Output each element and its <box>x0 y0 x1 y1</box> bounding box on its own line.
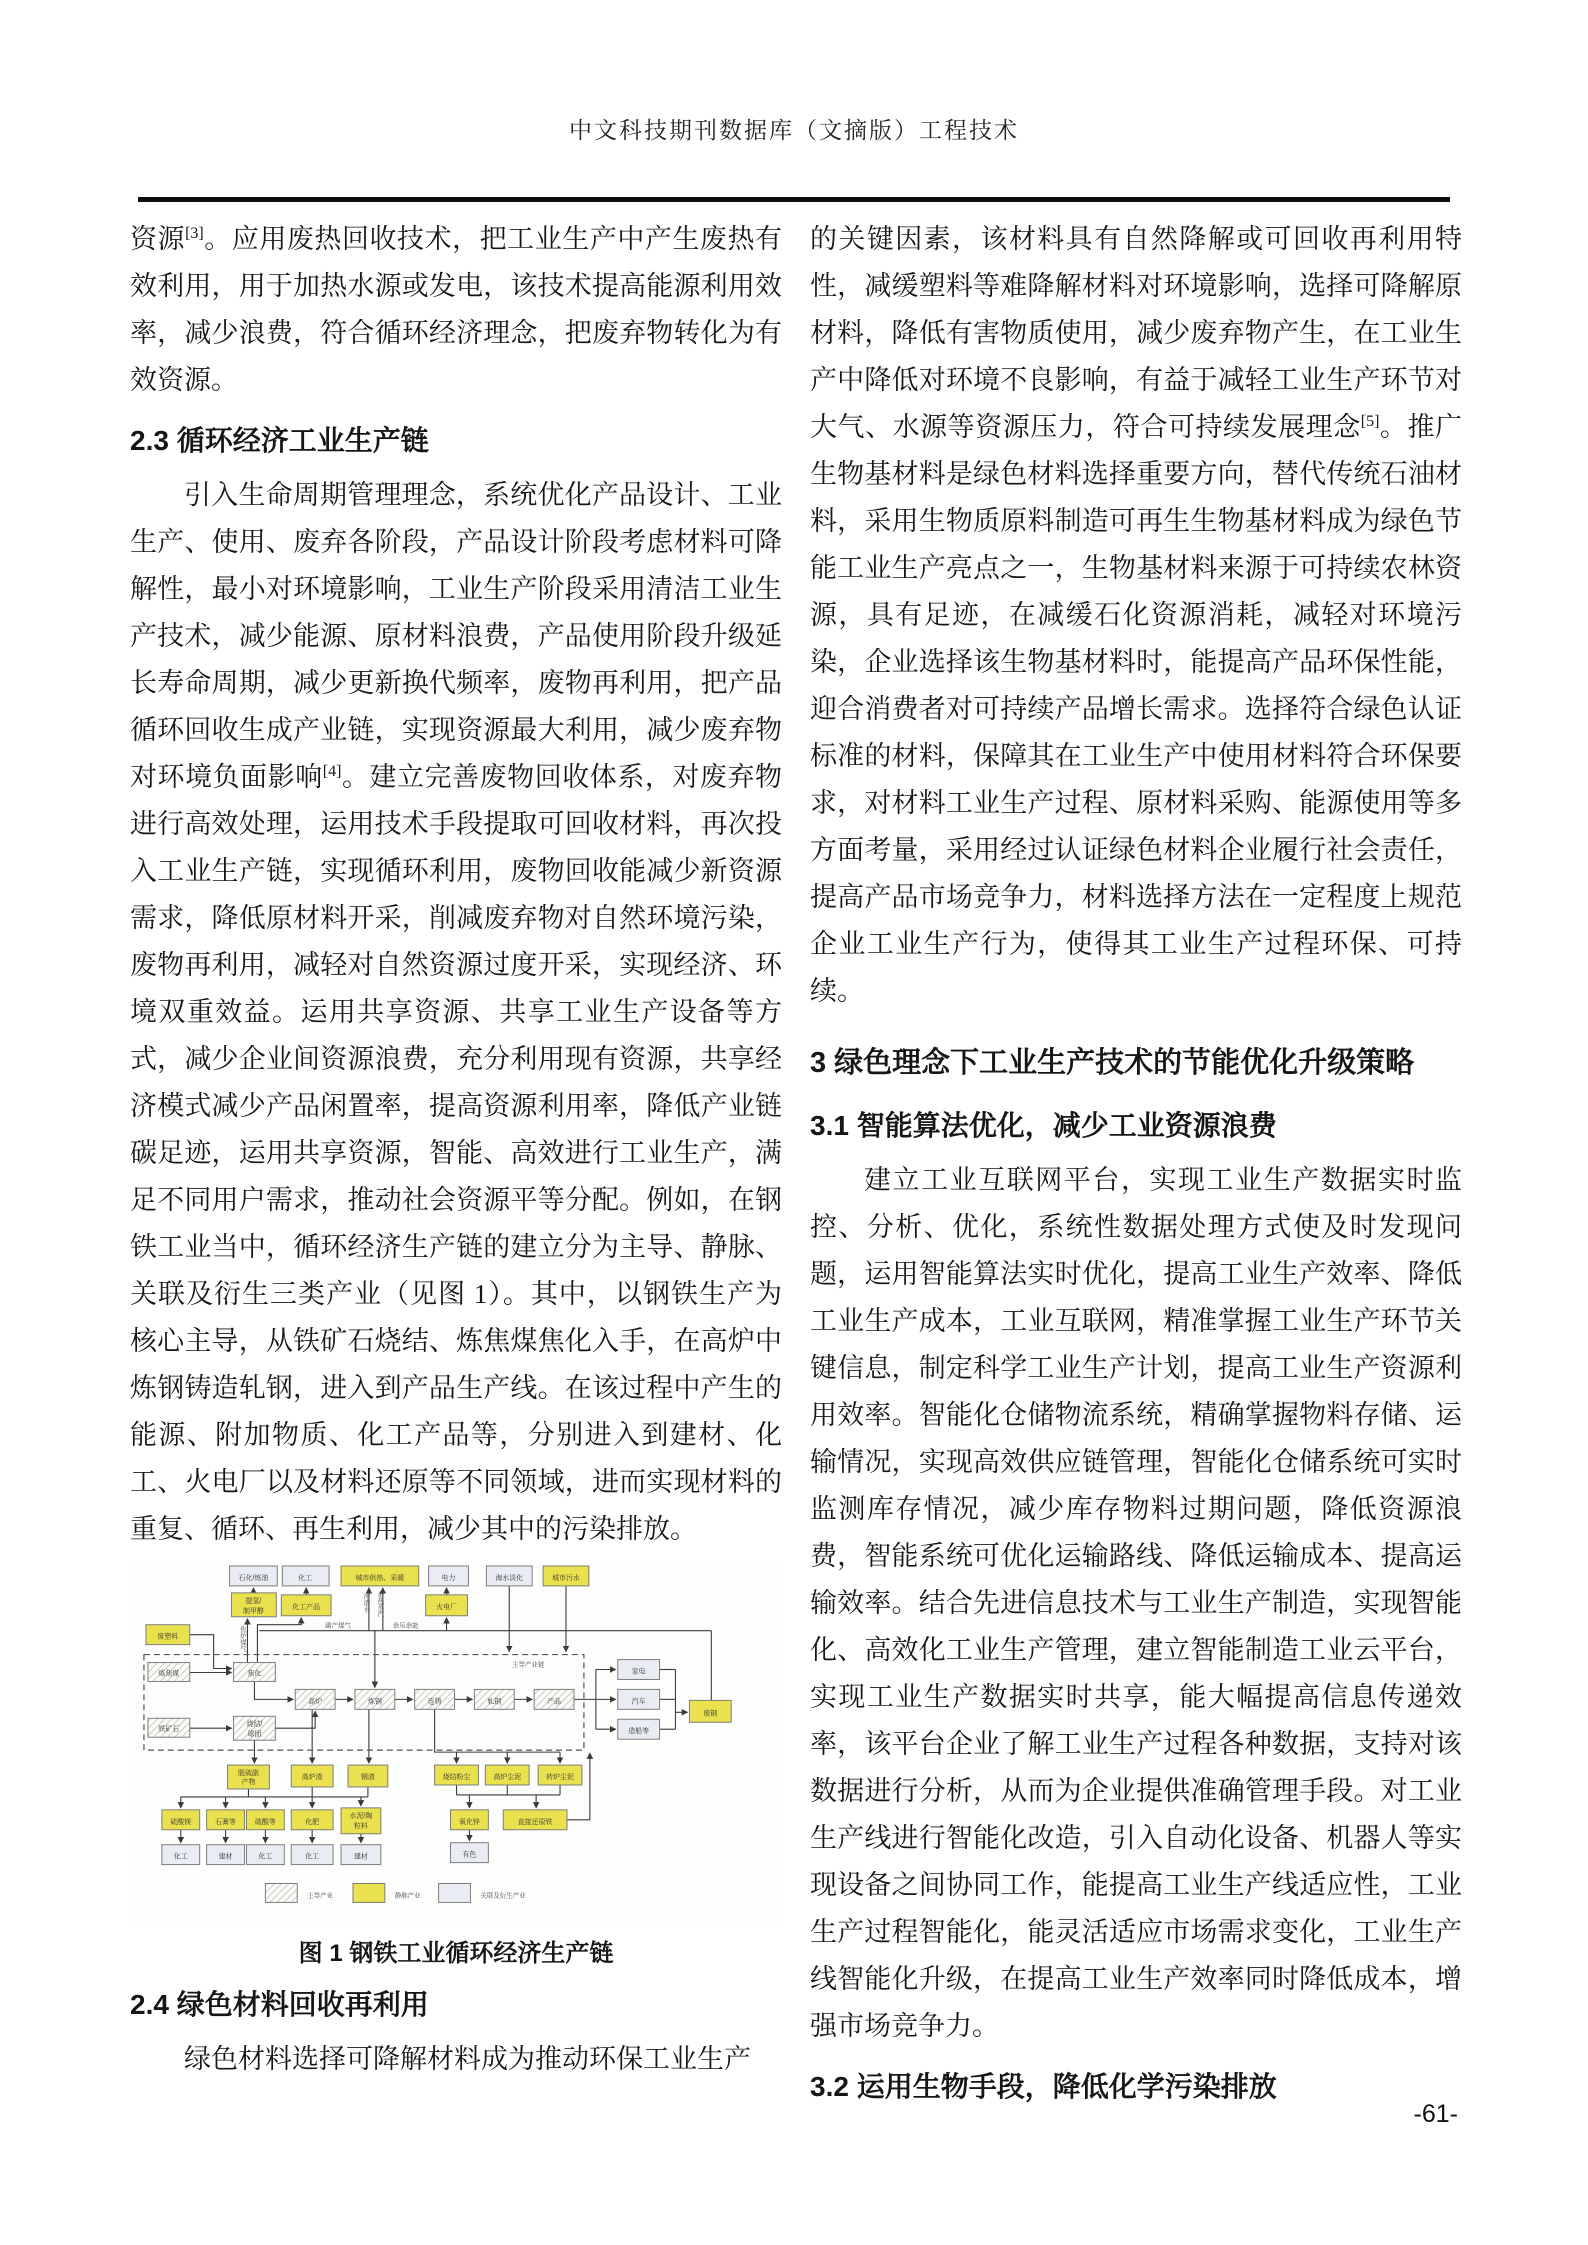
node-continuous-casting <box>415 1689 455 1709</box>
citation-4: [4] <box>322 763 342 780</box>
node-cement-ceramsite <box>341 1808 381 1834</box>
legend-venous-label: 静脉产业 <box>394 1892 421 1900</box>
node-sector-building-1 <box>207 1845 245 1865</box>
node-product <box>534 1689 574 1709</box>
heading-2-3: 2.3 循环经济工业生产链 <box>130 425 429 456</box>
cement-box <box>341 1808 381 1834</box>
node-iron-ore <box>148 1718 190 1737</box>
left-column <box>130 216 782 2118</box>
r1-text-b: 。推广生物基材料是绿色材料选择重要方向，替代传统石油材料，采用生物质原料制造可再生生物基材料成为绿色节能工业生产亮点之一，生物基材料来源于可持续农林资源，具有足迹，在减缓石化资源消耗，减轻对环境污染，企业选择该生物基材料时，能提高产品环保性能，迎合消费者对可持续产品增长需求。选择符合绿色认证标准的材料，保障其在工业生产中使用材料符合环保要求，对材料工业生产过程、原材料采购、能源使用等多方面考量，采用经过认证绿色材料企业履行社会责任，提高产品市场竞争力，材料选择方法在一定程度上规范企业工业生产行为，使得其工业生产过程环保、可持续。 <box>810 412 1463 1006</box>
node-sector-chemical-1 <box>162 1845 200 1865</box>
p1-text: 资源 <box>130 224 186 254</box>
r1-text-a: 的关键因素，该材料具有自然降解或可回收再利用特性，减缓塑料等难降解材料对环境影响，选择可降解原材料，降低有害物质使用，减少废弃物产生，在工业生产中降低对环境不良影响，有益于减轻工业生产环节对大气、水源等资源压力，符合可持续发展理念 <box>810 224 1462 442</box>
heating-label: 城市供热、采暖 <box>355 1574 405 1582</box>
node-sinter-dust <box>435 1765 479 1785</box>
slag-water-label: 冲渣水 <box>362 1592 370 1613</box>
heading-3-2: 3.2 运用生物手段，降低化学污染排放 <box>810 2071 1277 2102</box>
sinter-dust-label: 烧结粉尘 <box>442 1773 471 1781</box>
node-city-heating <box>341 1566 419 1586</box>
mgso4-label: 硫酸镁 <box>170 1818 192 1826</box>
page-number: -61- <box>1413 2100 1458 2128</box>
node-sulfuric-acid <box>246 1810 284 1830</box>
node-automobiles <box>618 1689 660 1709</box>
node-urban-sewage <box>543 1566 589 1586</box>
heading-2-4: 2.4 绿色材料回收再利用 <box>130 1989 429 2021</box>
node-sector-chemical-2 <box>246 1845 284 1865</box>
citation-5: [5] <box>1360 413 1380 430</box>
desulf-label-1: 脱硫副 <box>238 1770 259 1778</box>
coke-oven-gas-label: 焦炉煤气 <box>238 1625 246 1652</box>
citation-3: [3] <box>185 225 204 242</box>
node-waste-plastic <box>146 1625 190 1645</box>
node-sintering-pelletizing <box>234 1716 276 1740</box>
gypsum-label: 石膏等 <box>215 1818 237 1826</box>
node-chemical-industry <box>282 1566 329 1586</box>
node-converter-dust <box>538 1765 582 1785</box>
byproduct-gas-label: 副产煤气 <box>325 1622 351 1630</box>
hydrogen-label-2: 制甲醇 <box>243 1607 264 1615</box>
node-seawater-desalination <box>486 1566 532 1586</box>
sewage-label: 城市污水 <box>552 1574 580 1582</box>
desulf-label-2: 产物 <box>241 1778 256 1786</box>
node-fertilizer <box>291 1810 333 1830</box>
node-zinc-oxide <box>451 1810 489 1830</box>
node-sector-building-2 <box>341 1845 381 1865</box>
paragraph-smart-algorithm: 建立工业互联网平台，实现工业生产数据实时监控、分析、优化，系统性数据处理方式使及时发现问题，运用智能算法实时优化，提高工业生产效率、降低工业生产成本，工业互联网，精准掌握工业生产环节关键信息，制定科学工业生产计划，提高工业生产资源利用效率。智能化仓储物流系统，精确掌握物料存储、运输情况，实现高效供应链管理，智能化仓储系统可实时监测库存情况，减少库存物料过期问题，降低资源浪费，智能系统可优化运输路线、降低运输成本、提高运输效率。结合先进信息技术与工业生产制造，实现智能化、高效化工业生产管理，建立智能制造工业云平台，实现工业生产数据实时共享，能大幅提高信息传递效率，该平台企业了解工业生产过程各种数据，支持对该数据进行分析，从而为企业提供准确管理手段。对工业生产线进行智能化改造，引入自动化设备、机器人等实现设备之间协同工作，能提高工业生产线适应性，工业生产过程智能化，能灵活适应市场需求变化，工业生产线智能化升级，在提高工业生产效率同时降低成本，增强市场竞争力。 <box>810 1165 1462 2041</box>
waste-steam-label: 余热蒸汽 <box>376 1590 384 1617</box>
casting-label: 连铸 <box>427 1698 442 1706</box>
scrap-label: 废钢 <box>703 1710 718 1718</box>
node-desulfurization-byproduct <box>228 1765 270 1789</box>
figure-legend <box>265 1884 526 1903</box>
node-blast-furnace-dust <box>485 1765 529 1785</box>
ship-label: 造船等 <box>628 1728 650 1736</box>
steel-slag-label: 钢渣 <box>360 1773 375 1781</box>
blast-label: 高炉 <box>308 1698 323 1706</box>
paragraph-lifecycle <box>130 472 782 1553</box>
node-magnesium-sulfate <box>162 1810 200 1830</box>
petro-label: 石化/炼油 <box>238 1574 269 1582</box>
paragraph-green-materials-start: 绿色材料选择可降解材料成为推动环保工业生产 <box>184 2044 751 2075</box>
node-scrap-steel <box>689 1700 731 1722</box>
paragraph-waste-heat <box>130 216 782 404</box>
node-shipbuilding <box>618 1719 660 1739</box>
sec-build1-label: 建材 <box>218 1853 233 1861</box>
p2-text-b: 。建立完善废物回收体系，对废弃物进行高效处理，运用技术手段提取可回收材料，再次投入工业生产链，实现循环利用，废物回收能减少新资源需求，降低原材料开采，削减废弃物对自然环境污染，废物再利用，减轻对自然资源过度开采，实现经济、环境双重效益。运用共享资源、共享工业生产设备等方式，减少企业间资源浪费，充分利用现有资源，共享经济模式减少产品闲置率，提高资源利用率，降低产业链碳足迹，运用共享资源，智能、高效进行工业生产，满足不同用户需求，推动社会资源平等分配。例如，在钢铁工业当中，循环经济生产链的建立分为主导、静脉、关联及衍生三类产业（见图 1）。其中，以钢铁生产为核心主导，从铁矿石烧结、炼焦煤焦化入手，在高炉中炼钢铸造轧钢，进入到产品生产线。在该过程中产生的能源、附加物质、化工产品等，分别进入到建材、化工、火电厂以及材料还原等不同领域，进而实现材料的重复、循环、再生利用，减少其中的污染排放。 <box>130 762 783 1544</box>
sec-chem2-label: 化工 <box>258 1853 273 1861</box>
node-hydrogen-methanol <box>232 1593 277 1617</box>
sinter-label-2: 球团 <box>247 1731 262 1739</box>
node-sector-chemical-3 <box>291 1845 333 1865</box>
coking-coal-label: 炼焦煤 <box>158 1670 180 1678</box>
bf-slag-label: 高炉渣 <box>301 1773 323 1781</box>
node-steel-rolling <box>474 1689 514 1709</box>
nonferrous-label: 有色 <box>462 1851 477 1859</box>
chem-prod-label: 化工产品 <box>292 1603 321 1611</box>
figure-1-diagram <box>130 1563 782 1923</box>
auto-label: 汽车 <box>631 1698 646 1706</box>
sec-chem3-label: 化工 <box>305 1853 320 1861</box>
journal-header: 中文科技期刊数据库（文摘版）工程技术 <box>569 118 1019 143</box>
hydrogen-label-1: 提氢/ <box>245 1597 262 1605</box>
node-home-appliances <box>618 1660 660 1680</box>
node-steel-slag <box>348 1765 388 1787</box>
cement-label-2: 粒料 <box>353 1822 368 1830</box>
node-steelmaking <box>355 1689 395 1709</box>
rolling-label: 轧钢 <box>487 1698 502 1706</box>
node-coking-coal <box>148 1663 190 1682</box>
sec-build2-label: 建材 <box>353 1853 368 1861</box>
node-direct-reduced-iron <box>503 1810 567 1830</box>
figure-arrows <box>181 1586 712 1843</box>
zno-label: 氧化锌 <box>459 1818 480 1826</box>
node-nonferrous <box>451 1843 489 1863</box>
right-column <box>810 216 1462 2118</box>
node-blast-furnace-slag <box>291 1765 333 1787</box>
steelmaking-label: 炼钢 <box>367 1698 382 1706</box>
sinter-label-1: 烧结/ <box>246 1721 263 1729</box>
header-rule <box>138 197 1450 202</box>
iron-ore-label: 铁矿石 <box>158 1726 180 1734</box>
legend-related-swatch <box>439 1884 471 1903</box>
legend-leading-swatch <box>265 1884 297 1903</box>
legend-venous-swatch <box>353 1884 385 1903</box>
p1-rest: 。应用废热回收技术，把工业生产中产生废热有效利用，用于加热水源或发电，该技术提高能源利用效率，减少浪费，符合循环经济理念，把废弃物转化为有效资源。 <box>130 224 783 395</box>
main-chain-label: 主导产业链 <box>512 1661 545 1669</box>
node-coking <box>234 1663 276 1682</box>
legend-related-label: 关联及衍生产业 <box>480 1892 526 1900</box>
power-label: 电力 <box>441 1574 456 1582</box>
waste-plastic-label: 废塑料 <box>157 1633 179 1641</box>
chem-label: 化工 <box>298 1574 313 1582</box>
surplus-energy-label: 余压余能 <box>392 1622 419 1630</box>
paragraph-degradable-materials <box>810 216 1462 1015</box>
cement-label-1: 水泥/陶 <box>349 1812 373 1820</box>
sec-chem1-label: 化工 <box>173 1853 188 1861</box>
appliance-label: 家电 <box>631 1668 646 1676</box>
thermal-label: 火电厂 <box>436 1603 457 1611</box>
dri-label: 直接还原铁 <box>517 1818 553 1826</box>
node-electric-power <box>429 1566 469 1586</box>
node-petro-refining <box>230 1566 278 1586</box>
node-gypsum <box>207 1810 245 1830</box>
legend-leading-label: 主导产业 <box>307 1892 334 1900</box>
figure-1-caption: 图 1 钢铁工业循环经济生产链 <box>298 1940 614 1968</box>
node-thermal-power-plant <box>426 1595 468 1616</box>
sulfuric-label: 硫酸等 <box>254 1818 276 1826</box>
product-label: 产品 <box>547 1698 562 1706</box>
p2-text-a: 引入生命周期管理理念，系统优化产品设计、工业生产、使用、废弃各阶段，产品设计阶段考虑材料可降解性，最小对环境影响，工业生产阶段采用清洁工业生产技术，减少能源、原材料浪费，产品使用阶段升级延长寿命周期，减少更新换代频率，废物再利用，把产品循环回收生成产业链，实现资源最大利用，减少废弃物对环境负面影响 <box>130 480 782 792</box>
node-blast-furnace <box>295 1689 335 1709</box>
seawater-label: 海水淡化 <box>495 1574 524 1582</box>
node-chemical-products <box>281 1595 331 1616</box>
conv-dust-label: 转炉尘泥 <box>546 1773 574 1781</box>
bf-dust-label: 高炉尘泥 <box>493 1773 522 1781</box>
heading-3-1: 3.1 智能算法优化，减少工业资源浪费 <box>810 1110 1277 1141</box>
fertilizer-label: 化肥 <box>305 1818 320 1826</box>
heading-3: 3 绿色理念下工业生产技术的节能优化升级策略 <box>810 1047 1415 1079</box>
coking-label: 焦化 <box>247 1670 262 1678</box>
two-column-body <box>130 216 1462 2118</box>
